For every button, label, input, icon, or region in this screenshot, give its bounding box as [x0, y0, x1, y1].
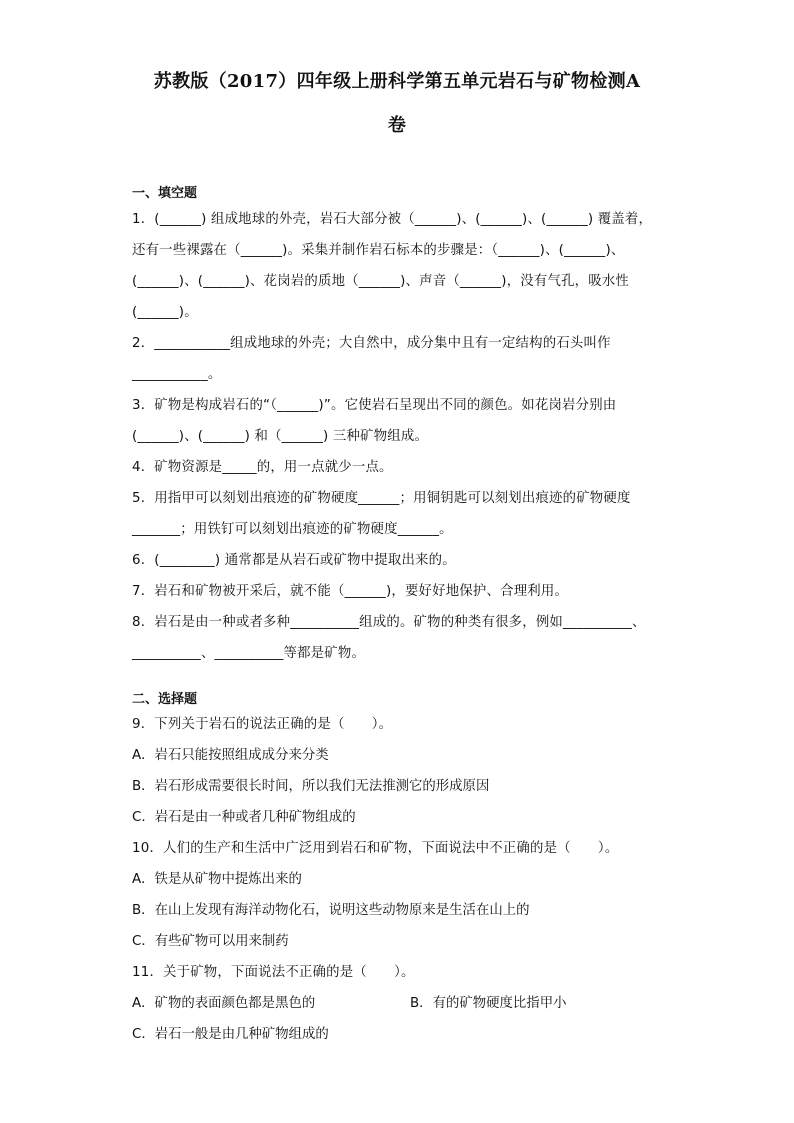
question-11 — [132, 957, 662, 1050]
page-title — [132, 0, 662, 148]
question-11-options-row — [132, 988, 662, 1019]
question-3-line-1: 3．矿物是构成岩石的“（______)”。它使岩石呈现出不同的颜色。如花岗岩分别由 — [132, 398, 617, 413]
question-11-option-a: A．矿物的表面颜色都是黑色的 — [132, 996, 316, 1011]
title-line-1: 苏教版（2017）四年级上册科学第五单元岩石与矿物检测A — [153, 71, 641, 92]
question-10-option-c: C．有些矿物可以用来制药 — [132, 934, 289, 949]
question-6: 6．(________) 通常都是从岩石或矿物中提取出来的。 — [132, 553, 456, 568]
question-9-option-c: C．岩石是由一种或者几种矿物组成的 — [132, 810, 356, 825]
question-10-stem: 10．人们的生产和生活中广泛用到岩石和矿物，下面说法中不正确的是（ ）。 — [132, 841, 619, 856]
section-heading-choice: 二、选择题 — [132, 692, 198, 707]
section-heading-fill: 一、填空题 — [132, 186, 198, 201]
question-2 — [132, 328, 662, 390]
question-1-line-1: 1．(______) 组成地球的外壳，岩石大部分被（______)、(______)、(______) 覆盖着， — [132, 212, 653, 227]
question-11-stem: 11．关于矿物，下面说法不正确的是（ ）。 — [132, 965, 415, 980]
question-10-option-b: B．在山上发现有海洋动物化石，说明这些动物原来是生活在山上的 — [132, 903, 530, 918]
question-9-option-a: A．岩石只能按照组成成分来分类 — [132, 748, 329, 763]
multiple-choice-section — [132, 691, 662, 1050]
question-9 — [132, 709, 662, 833]
question-2-line-2: ___________。 — [132, 367, 222, 382]
question-8-line-2: __________、__________等都是矿物。 — [132, 646, 366, 661]
question-10-option-a: A．铁是从矿物中提炼出来的 — [132, 872, 302, 887]
question-4: 4．矿物资源是_____的，用一点就少一点。 — [132, 460, 393, 475]
question-11-option-b: B．有的矿物硬度比指甲小 — [410, 996, 567, 1011]
question-8-line-1: 8．岩石是由一种或者多种__________组成的。矿物的种类有很多，例如__________、 — [132, 615, 646, 630]
question-1-line-2: 还有一些裸露在（______)。采集并制作岩石标本的步骤是：（______)、(______)、 — [132, 243, 625, 258]
title-line-2: 卷 — [387, 115, 407, 136]
question-7: 7．岩石和矿物被开采后，就不能（______)，要好好地保护、合理利用。 — [132, 584, 569, 599]
question-3-line-2: (______)、(______) 和（______) 三种矿物组成。 — [132, 429, 429, 444]
question-3 — [132, 390, 662, 452]
question-9-option-b: B．岩石形成需要很长时间，所以我们无法推测它的形成原因 — [132, 779, 490, 794]
question-1-line-3: (______)、(______)、花岗岩的质地（______)、声音（______)，没有气孔，吸水性 — [132, 274, 630, 289]
question-5 — [132, 483, 662, 545]
question-1-line-4: (______)。 — [132, 305, 198, 320]
question-10 — [132, 833, 662, 957]
fill-in-section — [132, 184, 662, 669]
question-5-line-1: 5．用指甲可以刻划出痕迹的矿物硬度______；用铜钥匙可以刻划出痕迹的矿物硬度 — [132, 491, 631, 506]
question-11-option-c: C．岩石一般是由几种矿物组成的 — [132, 1027, 329, 1042]
question-1 — [132, 204, 662, 328]
question-8 — [132, 607, 662, 669]
question-9-stem: 9．下列关于岩石的说法正确的是（ ）。 — [132, 717, 393, 732]
question-2-line-1: 2．___________组成地球的外壳；大自然中，成分集中且有一定结构的石头叫作 — [132, 336, 611, 351]
question-5-line-2: _______；用铁钉可以刻划出痕迹的矿物硬度______。 — [132, 522, 453, 537]
